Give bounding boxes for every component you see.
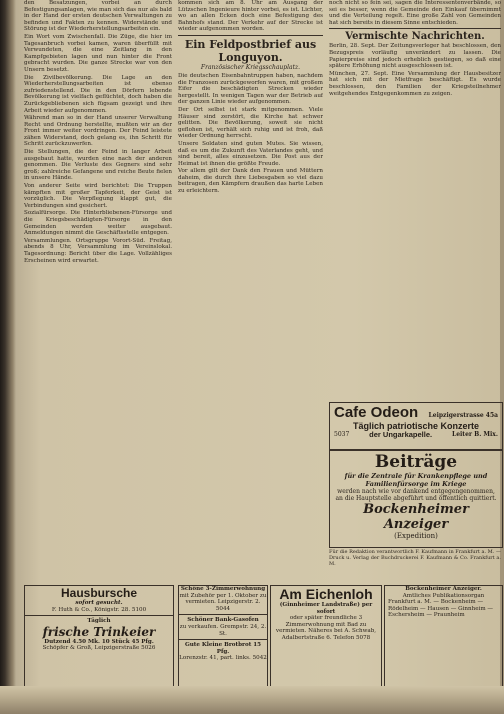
column-3 xyxy=(329,0,501,400)
col3-paragraph-1: noch nicht so fein sei, sagen die Interessentenverbände, so sei es besser, wenn die Gemeinde den Einkauf übernimmt und die Verteilung regelt. Eine große Zahl von Gemeinden hat sich bereits in diesem Sinne entschieden. xyxy=(329,0,501,26)
col1-paragraph-3: Die Zivilbevölkerung. Die Lage an den Wiederherstellungsarbeiten ist ebenso zufriedenstellend. Die in den Dörfern lebende Bevölkerung ist vielfach geflüchtet, doch haben die Zurückgebliebenen sich fügsam gezeigt und ihre Arbeit wieder aufgenommen. xyxy=(24,74,172,114)
eichenloh-ad xyxy=(270,585,382,687)
eggs-address: Schöpfer & Groß, Leipzigerstraße 5026 xyxy=(42,645,156,652)
col1-paragraph-7: Sozialfürsorge. Die Hinterbliebenen-Fürsorge und die Kriegsbeschädigten-Fürsorge in den Gemeinden werden weiter ausgebaut. Anmeldungen nimmt die Geschäftsstelle entgegen. xyxy=(24,210,172,237)
bread-title: Gute Kleine Brotbrot 15 Pfg. xyxy=(184,642,262,655)
divider xyxy=(329,28,501,29)
col2-paragraph-4: Unsere Soldaten sind guten Mutes. Sie wissen, daß es um die Zukunft des Vaterlandes geht, und sind bereit, alles einzusetzen. Die Post aus der Heimat ist ihnen die größte Freude. xyxy=(178,140,323,167)
cafe-odeon-address: Leipzigerstrasse 45a xyxy=(428,412,498,419)
hausbursche-title: Hausbursche xyxy=(60,586,138,600)
col1-paragraph-5: Die Stellungen, die der Feind in langer Arbeit ausgebaut hatte, wurden eine nach der anderen genommen. Die Verluste des Gegners sind sehr groß; zahlreiche Gefangene und reiche Beute fielen in unsere Hände. xyxy=(24,149,172,182)
cafe-odeon-subline: der Ungarkapelle. xyxy=(369,430,433,439)
col2-paragraph-5: Vor allem gilt der Dank den Frauen und Müttern daheim, die durch ihre Liebesgaben so viel dazu beitragen, den Kämpfern draußen das harte Leben zu erleichtern. xyxy=(178,168,323,195)
hausbursche-address: F. Huth & Co., Königstr. 28. 5100 xyxy=(51,606,147,613)
col2-paragraph-1: kommen sich am 8. Uhr am Ausgang der Lützschen Ingenieure hinter vorbei, es ist. Lichter, wo an allen Ecken doch eine Befestigung des Bahnhofs stand. Der Verkehr auf der Strecke ist wieder aufgenommen worden. xyxy=(178,0,323,33)
hausbursche-ad xyxy=(24,585,174,687)
beitraege-title: Beiträge xyxy=(374,452,458,472)
cafe-odeon-leader: Leiter B. Mix. xyxy=(451,431,498,438)
cafe-odeon-title: Cafe Odeon xyxy=(334,404,419,421)
rooms-title: Schöne 3-Zimmerwohnung xyxy=(180,586,266,592)
column-2 xyxy=(178,0,323,580)
col1-paragraph-2: Ein Wort vom Zwischenfall. Die Züge, die hier im Tagesanbruch vorbei kamen, waren überfüllt mit Verwundeten, die eine Zeitlang in den Kampfgebieten lagen und nun hinter die Front gebracht wurden. Die ganze Strecke war von den Unsern besetzt. xyxy=(24,33,172,73)
col2-paragraph-3: Der Ort selbst ist stark mitgenommen. Viele Häuser sind zerstört, die Kirche hat schwer gelitten. Die Bevölkerung, soweit sie nicht geflohen ist, verhält sich ruhig und ist froh, daß wieder Ordnung herrscht. xyxy=(178,106,323,140)
col3-paragraph-3: München, 27. Sept. Eine Versammlung der Hausbesitzer hat sich mit der Mietfrage beschäftigt. Es wurde beschlossen, den Familien der Kriegsteilnehmer weitgehendes Entgegenkommen zu zeigen. xyxy=(329,70,501,97)
rooms-ad xyxy=(178,585,268,687)
beitraege-expedition: (Expedition) xyxy=(394,532,438,540)
cafe-odeon-phone: 5037 xyxy=(334,431,350,438)
newspapers-list: Frankfurt a. M. — Bockenheim — Rödelheim — Hausen — Ginnheim — Eschersheim — Praunheim xyxy=(388,599,494,619)
eichenloh-sub: (Ginnheimer Landstraße) per sofort xyxy=(279,602,373,615)
beitraege-footnote: Für die Redaktion verantwortlich F. Kaufmann in Frankfurt a. M. — Druck u. Verlag der Buchdruckerei F. Kaufmann & Co. Frankfurt a. M. xyxy=(329,549,501,567)
section-headline: Vermischte Nachrichten. xyxy=(345,31,485,43)
beitraege-ad xyxy=(329,450,503,548)
rooms-text: mit Zubehör per 1. Oktober zu vermieten. Leipzigerstr. 2. 5044 xyxy=(179,592,267,612)
col2-paragraph-2: Die deutschen Eisenbahntruppen haben, nachdem die Franzosen zurückgeworfen waren, mit großem Eifer die beschädigten Strecken wieder hergestellt. In wenigen Tagen war der Betrieb auf der ganzen Linie wieder aufgenommen. xyxy=(178,72,323,106)
cafe-odeon-ad xyxy=(329,402,503,450)
wood-text: zu verkaufen. Grempstr. 24, 2. St. xyxy=(179,623,267,637)
col1-paragraph-6: Von anderer Seite wird berichtet: Die Truppen kämpften mit großer Tapferkeit, der Geist ist vorzüglich. Die Verpflegung klappt gut, die Verbindungen sind gesichert. xyxy=(24,183,172,209)
eggs-title: frische Trinkeier xyxy=(42,624,156,639)
binding-gutter xyxy=(0,0,16,714)
beitraege-line-1: für die Zentrale für Krankenpflege und xyxy=(344,472,488,480)
eggs-price: Dutzend 4.50 Mk. 10 Stück 45 Pfg. xyxy=(44,638,154,645)
cafe-odeon-line: Täglich patriotische Konzerte xyxy=(352,421,480,431)
bread-text: Lorenzstr. 41, part. links. 5042 xyxy=(179,655,267,662)
beitraege-paper-name: Bockenheimer Anzeiger xyxy=(363,502,469,532)
newspaper-page xyxy=(18,0,504,714)
page-bottom-edge xyxy=(0,686,504,714)
beitraege-line-3: werden nach wie vor dankend entgegengenommen, xyxy=(337,488,495,495)
col1-paragraph-1: den Besatzungen, vorbei an durch Befestigungsanlagen, wie man sich das nur als bald in der Hand der ersten deutschen Verwaltungen zu befinden und Fakten zu kennen. Widerstände und Störung ist der Wiederherstellungsarbeiten ein. xyxy=(24,0,172,33)
article-headline: Ein Feldpostbrief aus Longuyon. xyxy=(184,37,317,64)
column-1 xyxy=(24,0,172,580)
col1-paragraph-8: Versammlungen. Ortsgruppe Vorort-Süd. Freitag, abends 8 Uhr, Versammlung im Vereinslokal. Tagesordnung: Bericht über die Lage. Vollzähliges Erscheinen wird erwartet. xyxy=(24,237,172,264)
beitraege-line-2: Familienfürsorge im Kriege xyxy=(365,480,467,488)
eichenloh-title: Am Eichenloh xyxy=(279,586,373,602)
newspapers-list-ad xyxy=(384,585,503,687)
eggs-intro: Täglich xyxy=(87,618,111,625)
hausbursche-sub: sofort gesucht. xyxy=(75,600,123,606)
col1-paragraph-4: Während man so in der Hand unserer Verwaltung Recht und Ordnung herstellte, mußten wir an der Front immer weiter vordringen. Der Feind leistete zähen Widerstand, doch gelang es, ihn Schritt für Schritt zurückzuwerfen. xyxy=(24,115,172,148)
beitraege-line-4: an die Hauptstelle abgeführt und öffentlich quittiert. xyxy=(335,495,497,502)
article-subheadline: Französischer Kriegsschauplatz. xyxy=(200,63,301,71)
col3-paragraph-2: Berlin, 28. Sept. Der Zeitungsverleger hat beschlossen, den Bezugspreis vorläufig unverändert zu lassen. Die Papierpreise sind jedoch erheblich gestiegen, so daß eine spätere Erhöhung nicht ausgeschlossen ist. xyxy=(329,43,501,70)
newspapers-sub: Amtliches Publikationsorgan xyxy=(402,592,485,599)
eichenloh-text: oder später freundliche 3 Zimmerwohnung mit Bad zu vermieten. Näheres bei A. Schwab, Adalbertstraße 6. Telefon 5078 xyxy=(275,615,377,641)
newspapers-title: Bockenheimer Anzeiger. xyxy=(405,586,482,592)
wood-title: Schöner Bank-Gasofen xyxy=(187,617,259,624)
divider xyxy=(178,35,323,36)
